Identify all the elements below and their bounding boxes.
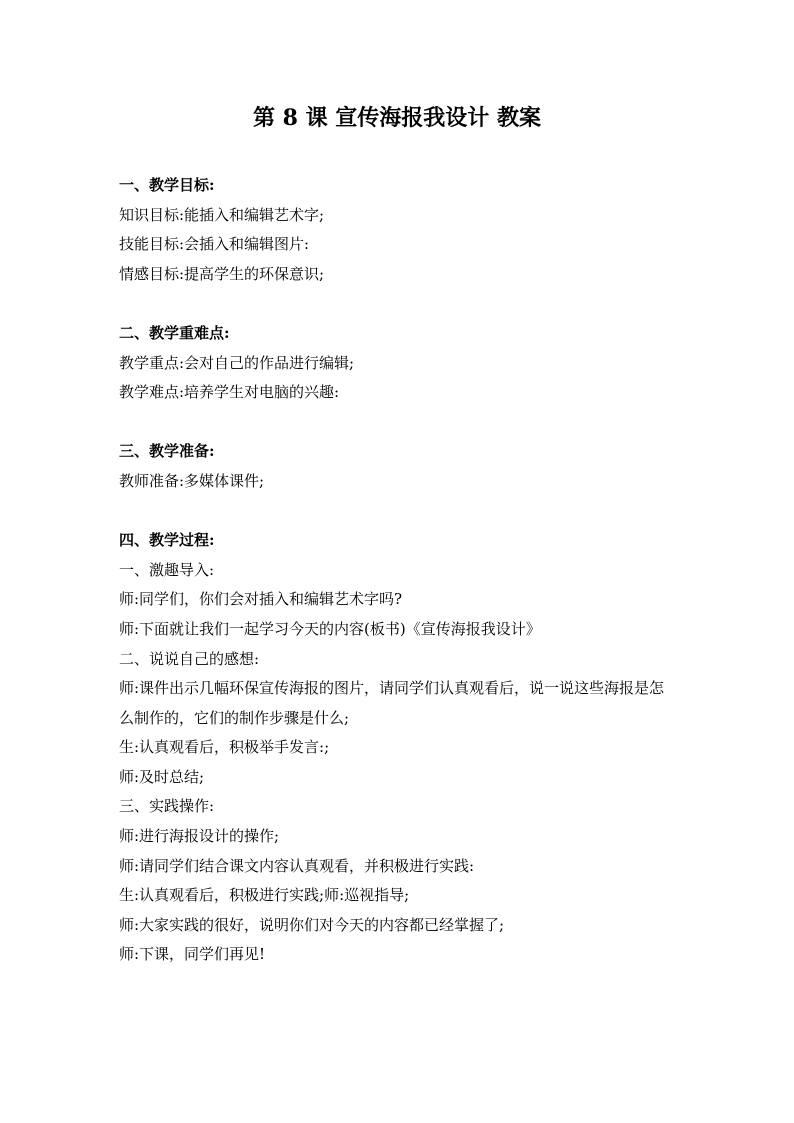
section-spacer (119, 497, 679, 527)
document-body (119, 171, 679, 970)
process-line: 师:大家实践的很好，说明你们对今天的内容都已经掌握了; (119, 915, 505, 934)
process-line: 一、激趣导入: (119, 560, 215, 579)
process-line: 生:认真观看后，积极举手发言:; (119, 738, 330, 757)
process-line: 师:请同学们结合课文内容认真观看，并积极进行实践: (119, 856, 475, 875)
preparation-teacher: 教师准备:多媒体课件; (119, 471, 265, 490)
process-line: 生:认真观看后，积极进行实践;师:巡视指导; (119, 886, 410, 905)
process-line: 师:同学们，你们会对插入和编辑艺术字吗? (119, 590, 403, 609)
section-heading-preparation: 三、教学准备: (119, 442, 215, 461)
process-line: 师:及时总结; (119, 767, 205, 786)
process-line: 师:下课，同学们再见! (119, 945, 266, 964)
section-spacer (119, 408, 679, 438)
document-title: 第 8 课 宣传海报我设计 教案 (253, 105, 541, 131)
process-line: 二、说说自己的感想: (119, 649, 260, 668)
section-spacer (119, 289, 679, 319)
process-line: 师:进行海报设计的操作; (119, 827, 280, 846)
key-point-focus: 教学重点:会对自己的作品进行编辑; (119, 353, 355, 372)
section-heading-process: 四、教学过程: (119, 531, 215, 550)
section-heading-objectives: 一、教学目标: (119, 176, 215, 194)
section-heading-key-points: 二、教学重难点: (119, 323, 230, 342)
key-point-difficulty: 教学难点:培养学生对电脑的兴趣: (119, 383, 340, 402)
process-line: 三、实践操作: (119, 797, 215, 816)
objective-knowledge: 知识目标:能插入和编辑艺术字; (119, 205, 325, 224)
process-line: 师:下面就让我们一起学习今天的内容(板书)《宣传海报我设计》 (119, 619, 541, 638)
process-line: 师:课件出示几幅环保宣传海报的图片，请同学们认真观看后，说一说这些海报是怎么制作的，它们的制作步骤是什么; (119, 679, 665, 727)
objective-skill: 技能目标:会插入和编辑图片: (119, 235, 310, 254)
objective-emotion: 情感目标:提高学生的环保意识; (119, 264, 325, 283)
